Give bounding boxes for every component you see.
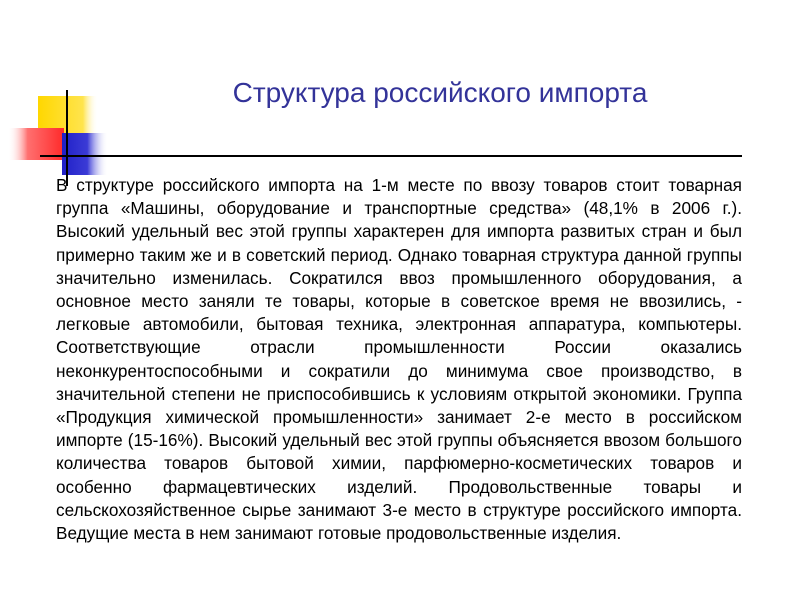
title-divider: [40, 155, 742, 157]
page-title: Структура российского импорта: [232, 77, 648, 108]
decorative-squares-graphic: [0, 0, 140, 200]
blue-square: [62, 133, 108, 175]
body-paragraph: В структуре российского импорта на 1-м месте по ввозу товаров стоит товарная группа «Машины, оборудование и транспортные средства» (48,1% в 2006 г.). Высокий удельный вес этой группы характерен для импорта развитых стран и был примерно таким же и в советский период. Однако товарная структура данной группы значительно изменилась. Сократился ввоз промышленного оборудования, а основное место заняли те товары, которые в советское время не ввозились, - легковые автомобили, бытовая техника, электронная аппаратура, компьютеры. Соответствующие отрасли промышленности России оказались неконкурентоспособными и сократили до минимума свое производство, в значительной степени не приспособившись к условиям открытой экономики. Группа «Продукция химической промышленности» занимает 2-е место в российском импорте (15-16%). Высокий удельный вес этой группы объясняется ввозом большого количества товаров бытовой химии, парфюмерно-косметических товаров и особенно фармацевтических изделий. Продовольственные товары и сельскохозяйственное сырье занимают 3-е место в структуре российского импорта. Ведущие места в нем занимают готовые продовольственные изделия.: [56, 175, 742, 544]
vertical-rule: [66, 90, 68, 186]
